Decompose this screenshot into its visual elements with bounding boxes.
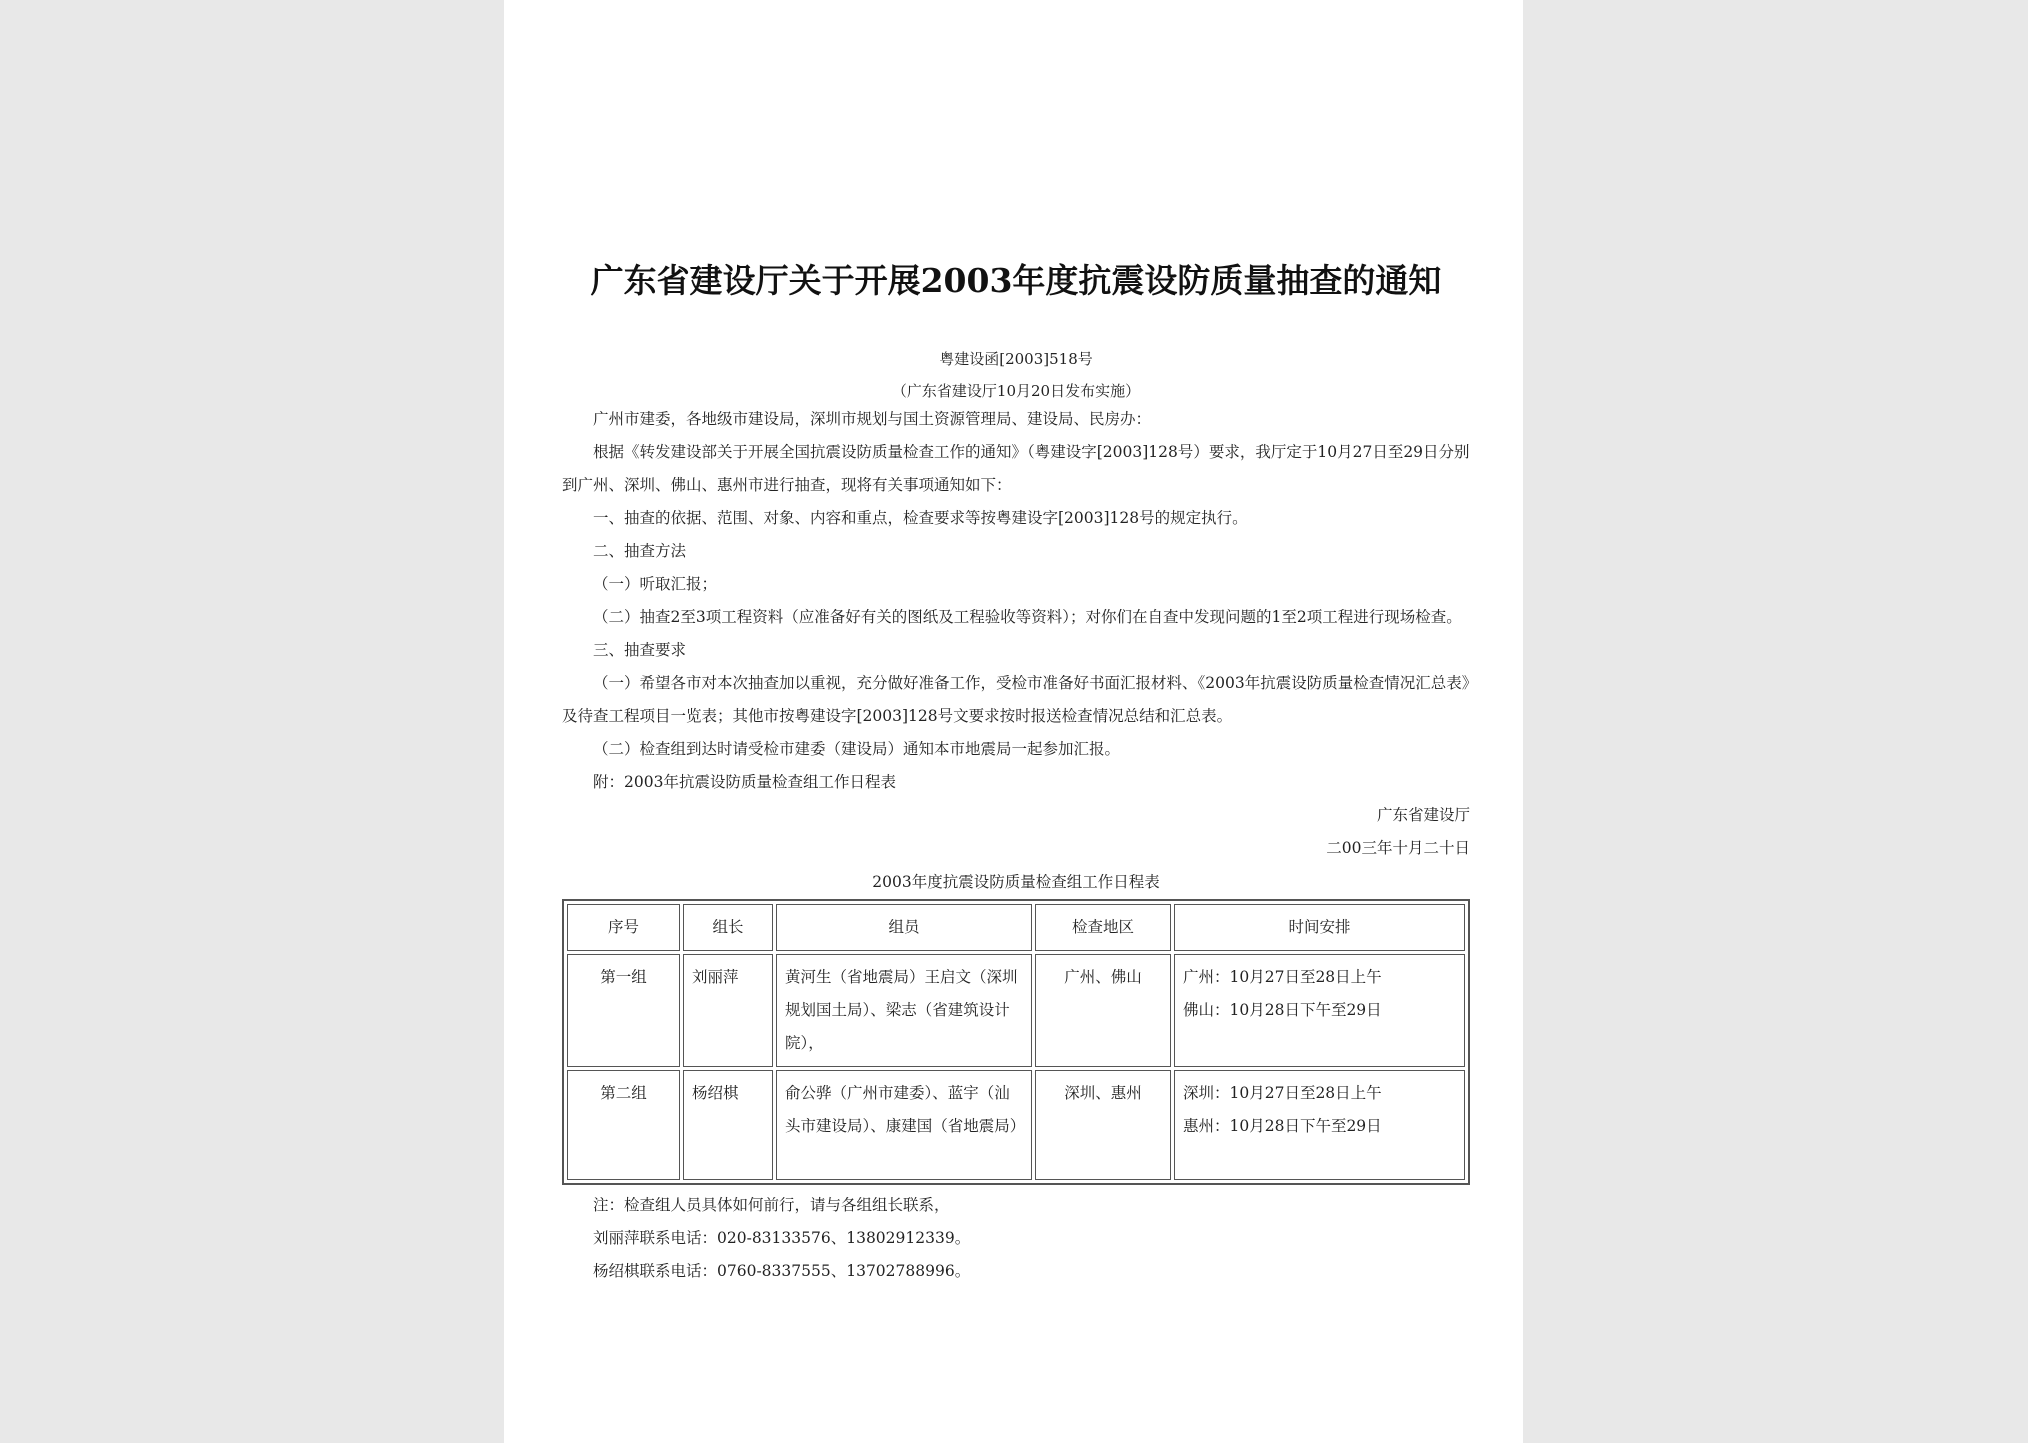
region-cell: 广州、佛山	[1035, 954, 1171, 1067]
addressee: 广州市建委，各地级市建设局，深圳市规划与国土资源管理局、建设局、民房办：	[593, 410, 1152, 428]
paragraph: （一）希望各市对本次抽查加以重视，充分做好准备工作，受检市准备好书面汇报材料、《2003年抗震设防质量检查情况汇总表》及待查工程项目一览表；其他市按粤建设字[2003]128号文要求按时报送检查情况总结和汇总表。	[562, 674, 1470, 725]
document-number: 粤建设函[2003]518号	[939, 350, 1093, 368]
document-body	[562, 403, 1470, 799]
section-heading: 三、抽查要求	[593, 641, 687, 659]
schedule-line: 惠州：10月28日下午至29日	[1183, 1117, 1382, 1135]
note-line: 注：检查组人员具体如何前行，请与各组组长联系，	[593, 1196, 950, 1214]
publish-info: （广东省建设厅10月20日发布实施）	[891, 382, 1141, 400]
paragraph: （一）听取汇报；	[593, 575, 718, 593]
signature-org: 广东省建设厅	[1376, 806, 1470, 824]
attachment-line: 附：2003年抗震设防质量检查组工作日程表	[593, 773, 896, 791]
schedule-cell	[1174, 954, 1465, 1067]
table-header-row	[567, 904, 1465, 951]
signature-date: 二00三年十月二十日	[1326, 839, 1470, 857]
schedule-line: 佛山：10月28日下午至29日	[1183, 1001, 1382, 1019]
header-cell-members: 组员	[776, 904, 1032, 951]
schedule-line: 广州：10月27日至28日上午	[1183, 968, 1382, 986]
schedule-cell	[1174, 1070, 1465, 1180]
table-row	[567, 954, 1465, 1067]
leader-cell: 杨绍棋	[683, 1070, 773, 1180]
paragraph: （二）抽查2至3项工程资料（应准备好有关的图纸及工程验收等资料）；对你们在自查中发现问题的1至2项工程进行现场检查。	[593, 608, 1462, 626]
document-title: 广东省建设厅关于开展2003年度抗震设防质量抽查的通知	[590, 261, 1442, 300]
leader-cell: 刘丽萍	[683, 954, 773, 1067]
header-cell-region: 检查地区	[1035, 904, 1171, 951]
paragraph: 根据《转发建设部关于开展全国抗震设防质量检查工作的通知》（粤建设字[2003]128号）要求，我厅定于10月27日至29日分别到广州、深圳、佛山、惠州市进行抽查，现将有关事项通知如下：	[562, 443, 1470, 494]
header-cell-number: 序号	[567, 904, 680, 951]
paragraph: （二）检查组到达时请受检市建委（建设局）通知本市地震局一起参加汇报。	[593, 740, 1121, 758]
document-content	[562, 262, 1470, 1288]
header-cell-leader: 组长	[683, 904, 773, 951]
notes	[562, 1189, 1470, 1288]
table-title: 2003年度抗震设防质量检查组工作日程表	[872, 873, 1160, 891]
group-cell: 第二组	[567, 1070, 680, 1180]
section-heading: 二、抽查方法	[593, 542, 687, 560]
members-cell: 俞公骅（广州市建委）、蓝宇（汕头市建设局）、康建国（省地震局）	[776, 1070, 1032, 1180]
table-row	[567, 1070, 1465, 1180]
schedule-table	[562, 899, 1470, 1185]
group-cell: 第一组	[567, 954, 680, 1067]
region-cell: 深圳、惠州	[1035, 1070, 1171, 1180]
document-page	[504, 0, 1523, 1443]
members-cell: 黄河生（省地震局）王启文（深圳规划国土局）、梁志（省建筑设计院），	[776, 954, 1032, 1067]
note-line: 杨绍棋联系电话：0760-8337555、13702788996。	[593, 1262, 971, 1280]
schedule-line: 深圳：10月27日至28日上午	[1183, 1084, 1382, 1102]
paragraph: 一、抽查的依据、范围、对象、内容和重点，检查要求等按粤建设字[2003]128号的规定执行。	[593, 509, 1248, 527]
header-cell-schedule: 时间安排	[1174, 904, 1465, 951]
note-line: 刘丽萍联系电话：020-83133576、13802912339。	[593, 1229, 971, 1247]
